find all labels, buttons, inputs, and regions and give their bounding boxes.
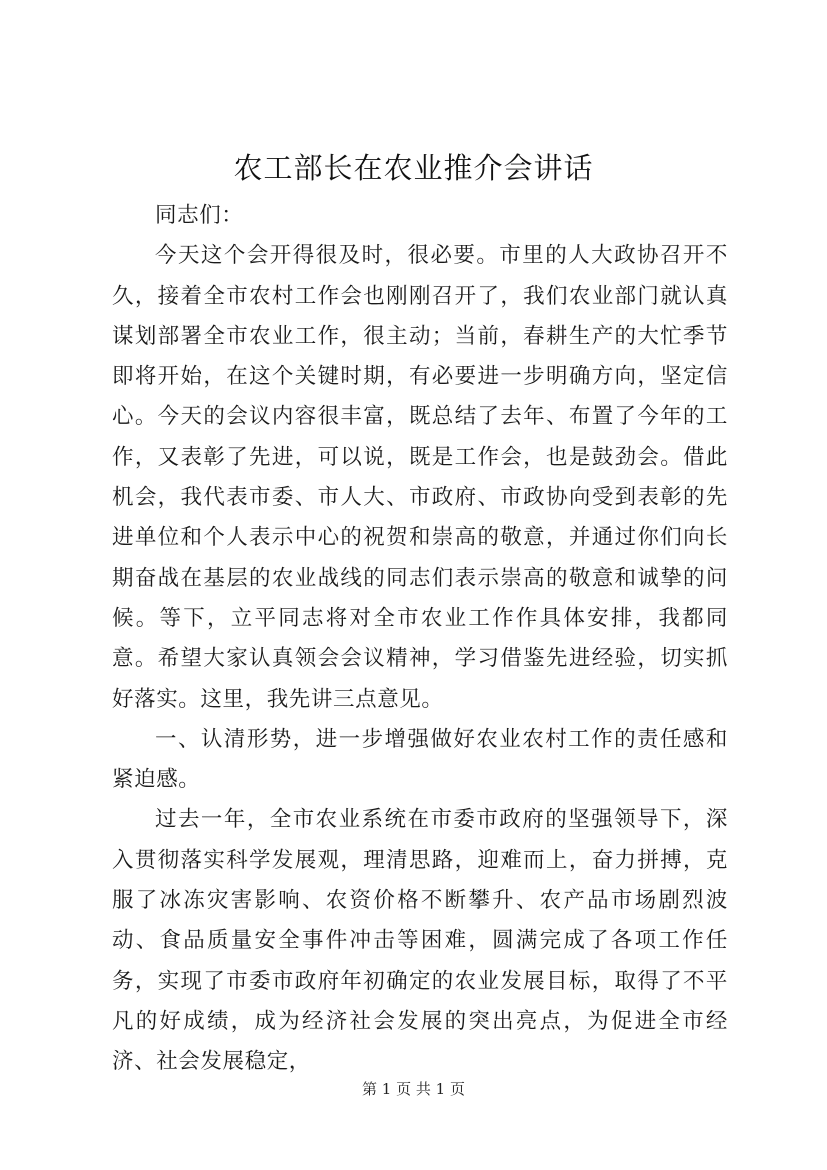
page-number-footer: 第 1 页 共 1 页	[362, 1080, 465, 1098]
section-heading-1: 一、认清形势，进一步增强做好农业农村工作的责任感和紧迫感。	[112, 726, 728, 793]
paragraph-review: 过去一年，全市农业系统在市委市政府的坚强领导下，深入贯彻落实科学发展观，理清思路，迎难而上，奋力拼搏，克服了冰冻灾害影响、农资价格不断攀升、农产品市场剧烈波动、食品质量安全事件冲击等困难，圆满完成了各项工作任务，实现了市委市政府年初确定的农业发展目标，取得了不平凡的好成绩，成为经济社会发展的突出亮点，为促进全市经济、社会发展稳定，	[112, 807, 728, 1075]
paragraph-intro: 今天这个会开得很及时，很必要。市里的人大政协召开不久，接着全市农村工作会也刚刚召开了，我们农业部门就认真谋划部署全市农业工作，很主动；当前，春耕生产的大忙季节即将开始，在这个关键时期，有必要进一步明确方向，坚定信心。今天的会议内容很丰富，既总结了去年、布置了今年的工作，又表彰了先进，可以说，既是工作会，也是鼓劲会。借此机会，我代表市委、市人大、市政府、市政协向受到表彰的先进单位和个人表示中心的祝贺和崇高的敬意，并通过你们向长期奋战在基层的农业战线的同志们表示崇高的敬意和诚挚的问候。等下，立平同志将对全市农业工作作具体安排，我都同意。希望大家认真领会会议精神，学习借鉴先进经验，切实抓好落实。这里，我先讲三点意见。	[112, 243, 728, 712]
document-title: 农工部长在农业推介会讲话	[233, 151, 594, 185]
document-body	[112, 196, 728, 1083]
salutation: 同志们：	[155, 203, 244, 228]
